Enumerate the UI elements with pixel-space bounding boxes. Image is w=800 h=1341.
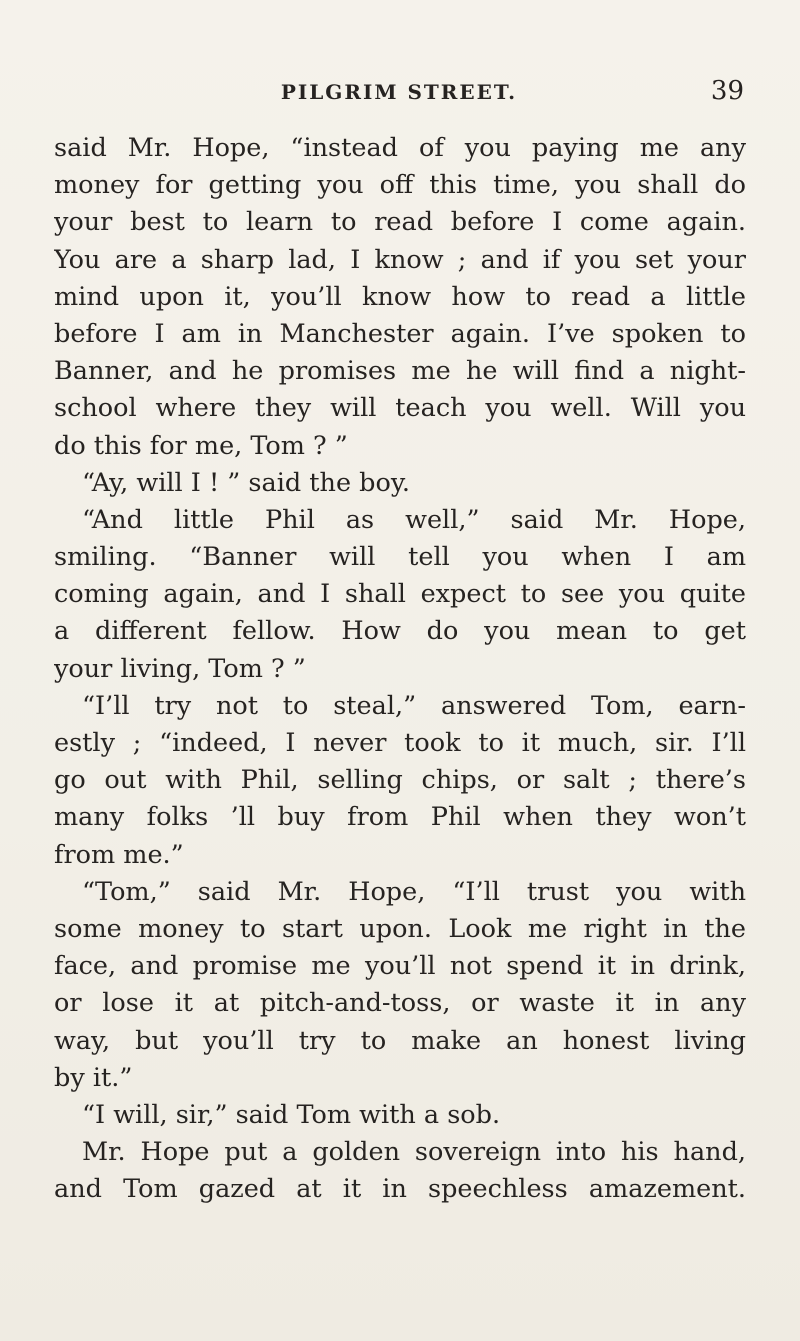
- text-line: face, and promise me you’ll not spend it in drink,: [54, 951, 746, 982]
- text-line: your living, Tom ? ”: [54, 653, 306, 684]
- text-line: or lose it at pitch-and-toss, or waste it in any: [54, 988, 746, 1019]
- text-line: way, but you’ll try to make an honest living: [54, 1025, 746, 1056]
- text-line: Banner, and he promises me he will find a night-: [54, 356, 746, 387]
- running-head: PILGRIM STREET.: [280, 80, 518, 104]
- text-line: a different fellow. How do you mean to get: [54, 616, 746, 647]
- text-line: some money to start upon. Look me right in the: [54, 913, 746, 944]
- text-line: do this for me, Tom ? ”: [54, 430, 348, 461]
- text-line: coming again, and I shall expect to see you quite: [54, 579, 746, 610]
- text-line: your best to learn to read before I come again.: [54, 207, 746, 238]
- body-text: [54, 130, 746, 1208]
- text-line: many folks ’ll buy from Phil when they won’t: [54, 802, 746, 833]
- text-line: smiling. “Banner will tell you when I am: [54, 542, 746, 573]
- text-line: and Tom gazed at it in speechless amazement.: [54, 1174, 746, 1205]
- text-line: go out with Phil, selling chips, or salt ; there’s: [54, 765, 746, 796]
- text-line: estly ; “indeed, I never took to it much, sir. I’ll: [54, 728, 746, 758]
- text-line: by it.”: [54, 1062, 133, 1093]
- text-line: before I am in Manchester again. I’ve spoken to: [54, 318, 746, 349]
- text-line: Mr. Hope put a golden sovereign into his hand,: [82, 1137, 746, 1168]
- text-line: money for getting you off this time, you shall do: [54, 170, 746, 201]
- text-line: school where they will teach you well. Will you: [54, 393, 746, 424]
- text-line: “I’ll try not to steal,” answered Tom, earn-: [82, 690, 746, 721]
- text-line: You are a sharp lad, I know ; and if you set your: [54, 244, 746, 275]
- text-line: said Mr. Hope, “instead of you paying me any: [54, 133, 746, 163]
- text-line: “Tom,” said Mr. Hope, “I’ll trust you with: [82, 876, 746, 907]
- text-line: mind upon it, you’ll know how to read a little: [54, 281, 746, 312]
- text-line: “And little Phil as well,” said Mr. Hope,: [82, 504, 746, 535]
- page-header: [54, 76, 744, 112]
- text-line: from me.”: [54, 839, 184, 870]
- text-line: “I will, sir,” said Tom with a sob.: [82, 1099, 501, 1130]
- page-number: 39: [710, 76, 744, 106]
- text-line: “Ay, will I ! ” said the boy.: [82, 467, 410, 498]
